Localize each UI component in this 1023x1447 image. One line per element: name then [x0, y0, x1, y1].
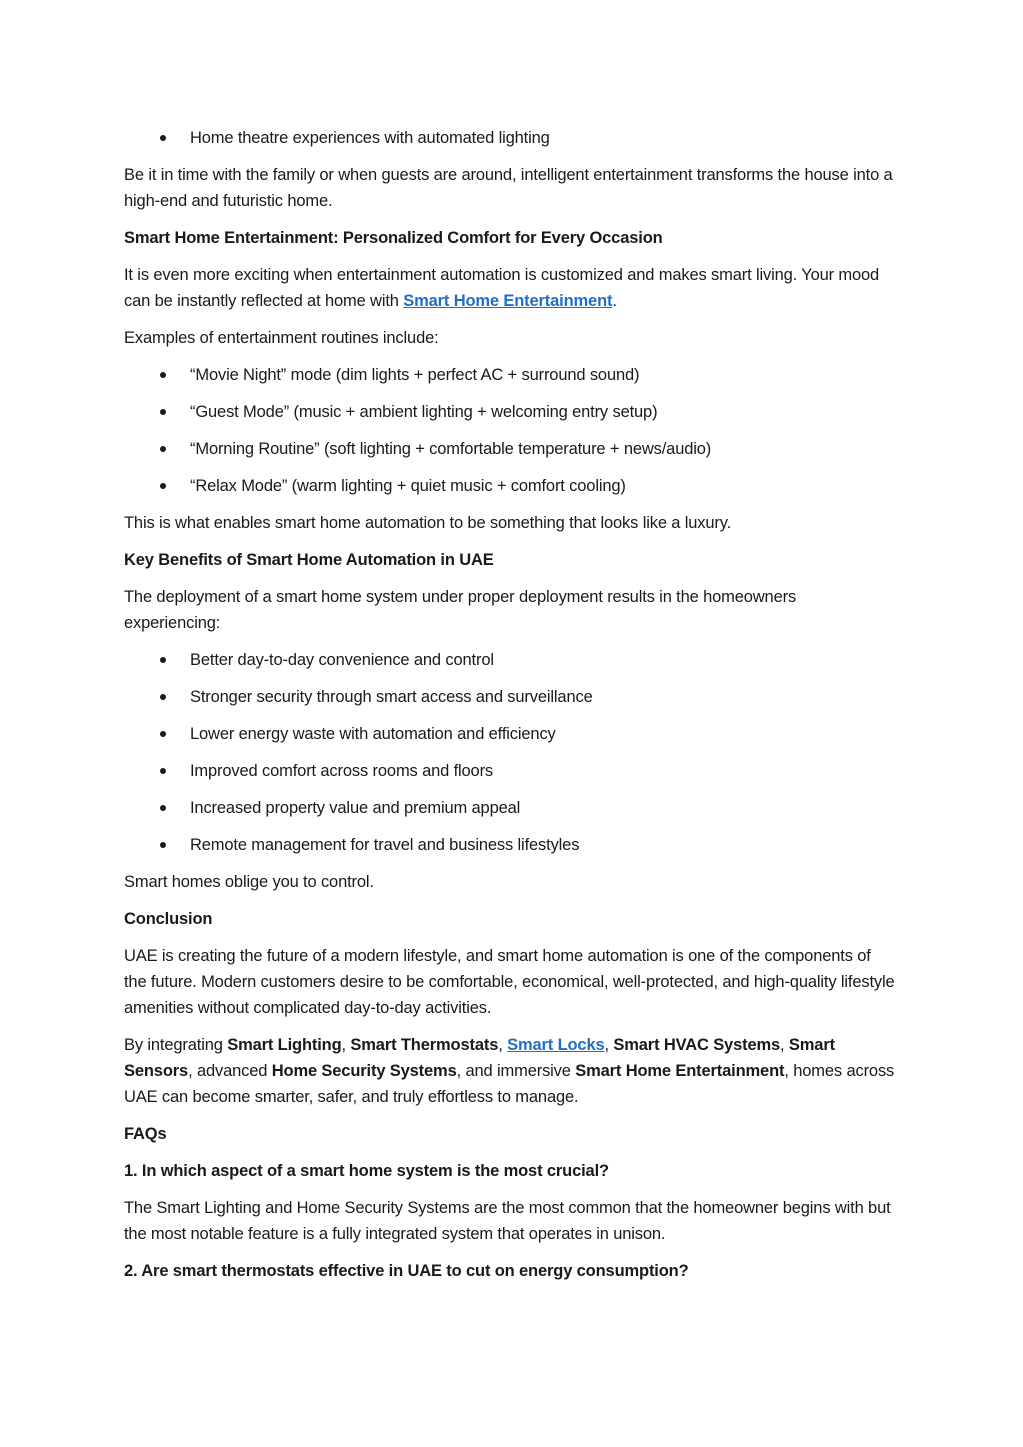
inline-link[interactable]: Smart Locks [507, 1036, 605, 1054]
bullet-list [124, 125, 896, 151]
bullet-item [124, 832, 896, 858]
paragraph [124, 325, 896, 351]
text-run: “Relax Mode” (warm lighting + quiet music + comfort cooling) [190, 477, 626, 495]
text-run: FAQs [124, 1125, 167, 1143]
text-run: “Morning Routine” (soft lighting + comfortable temperature + news/audio) [190, 440, 712, 458]
paragraph [124, 584, 896, 636]
bullet-item [124, 647, 896, 673]
bullet-list [124, 362, 896, 499]
bold-text: Smart HVAC Systems [613, 1036, 781, 1054]
section-heading [124, 225, 896, 251]
document-content [124, 125, 896, 1295]
text-run: Increased property value and premium appeal [190, 799, 521, 817]
text-run: Lower energy waste with automation and efficiency [190, 725, 556, 743]
text-run: , [341, 1036, 351, 1054]
text-run: , and immersive [456, 1062, 576, 1080]
text-run: Conclusion [124, 910, 213, 928]
bullet-item [124, 436, 896, 462]
text-run: Remote management for travel and business lifestyles [190, 836, 580, 854]
bullet-icon [160, 731, 166, 737]
bullet-icon [160, 409, 166, 415]
bold-text: Smart Sensors [124, 1036, 835, 1080]
paragraph [124, 262, 896, 314]
paragraph [124, 943, 896, 1021]
bullet-item [124, 125, 896, 151]
bold-text: Smart Lighting [227, 1036, 342, 1054]
paragraph [124, 869, 896, 895]
bullet-icon [160, 842, 166, 848]
bullet-icon [160, 135, 166, 141]
text-run: Key Benefits of Smart Home Automation in UAE [124, 551, 494, 569]
section-heading [124, 1121, 896, 1147]
text-run: UAE is creating the future of a modern lifestyle, and smart home automation is one of the components of the future. Modern customers desire to be comfortable, economical, well-protected, and high-quality lifestyle amenities without complicated day-to-day activities. [124, 947, 895, 1017]
bullet-item [124, 362, 896, 388]
text-run: Examples of entertainment routines include: [124, 329, 439, 347]
text-run: . [612, 292, 617, 310]
section-heading [124, 547, 896, 573]
text-run: By integrating [124, 1036, 228, 1054]
text-run: , [780, 1036, 789, 1054]
bullet-list [124, 647, 896, 858]
bullet-item [124, 399, 896, 425]
bullet-item [124, 758, 896, 784]
bullet-icon [160, 372, 166, 378]
text-run: It is even more exciting when entertainment automation is customized and makes smart living. Your mood can be instantly reflected at home with [124, 266, 880, 310]
text-run: , [604, 1036, 614, 1054]
text-run: Stronger security through smart access and surveillance [190, 688, 593, 706]
text-run: , advanced [188, 1062, 272, 1080]
text-run: Smart homes oblige you to control. [124, 873, 374, 891]
bullet-icon [160, 694, 166, 700]
bullet-item [124, 684, 896, 710]
text-run: Home theatre experiences with automated lighting [190, 129, 550, 147]
text-run: Be it in time with the family or when guests are around, intelligent entertainment transforms the house into a high-end and futuristic home. [124, 166, 893, 210]
text-run: Better day-to-day convenience and control [190, 651, 494, 669]
text-run: The Smart Lighting and Home Security Systems are the most common that the homeowner begins with but the most notable feature is a fully integrated system that operates in unison. [124, 1199, 891, 1243]
section-heading [124, 1258, 896, 1284]
text-run: , [498, 1036, 508, 1054]
text-run: Smart Home Entertainment: Personalized Comfort for Every Occasion [124, 229, 663, 247]
bullet-icon [160, 446, 166, 452]
text-run: “Movie Night” mode (dim lights + perfect AC + surround sound) [190, 366, 640, 384]
section-heading [124, 906, 896, 932]
paragraph [124, 1195, 896, 1247]
bullet-icon [160, 483, 166, 489]
text-run: The deployment of a smart home system under proper deployment results in the homeowners experiencing: [124, 588, 797, 632]
bold-text: Smart Thermostats [350, 1036, 499, 1054]
text-run: “Guest Mode” (music + ambient lighting + welcoming entry setup) [190, 403, 658, 421]
bullet-item [124, 473, 896, 499]
bullet-item [124, 721, 896, 747]
text-run: 2. Are smart thermostats effective in UAE to cut on energy consumption? [124, 1262, 689, 1280]
section-heading [124, 1158, 896, 1184]
inline-link[interactable]: Smart Home Entertainment [403, 292, 613, 310]
text-run: , homes across UAE can become smarter, safer, and truly effortless to manage. [124, 1062, 895, 1106]
bullet-icon [160, 657, 166, 663]
paragraph [124, 1032, 896, 1110]
bullet-item [124, 795, 896, 821]
text-run: This is what enables smart home automation to be something that looks like a luxury. [124, 514, 732, 532]
text-run: Improved comfort across rooms and floors [190, 762, 494, 780]
bullet-icon [160, 805, 166, 811]
bullet-icon [160, 768, 166, 774]
paragraph [124, 510, 896, 536]
bold-text: Home Security Systems [271, 1062, 457, 1080]
text-run: 1. In which aspect of a smart home system is the most crucial? [124, 1162, 609, 1180]
bold-text: Smart Home Entertainment [575, 1062, 785, 1080]
paragraph [124, 162, 896, 214]
